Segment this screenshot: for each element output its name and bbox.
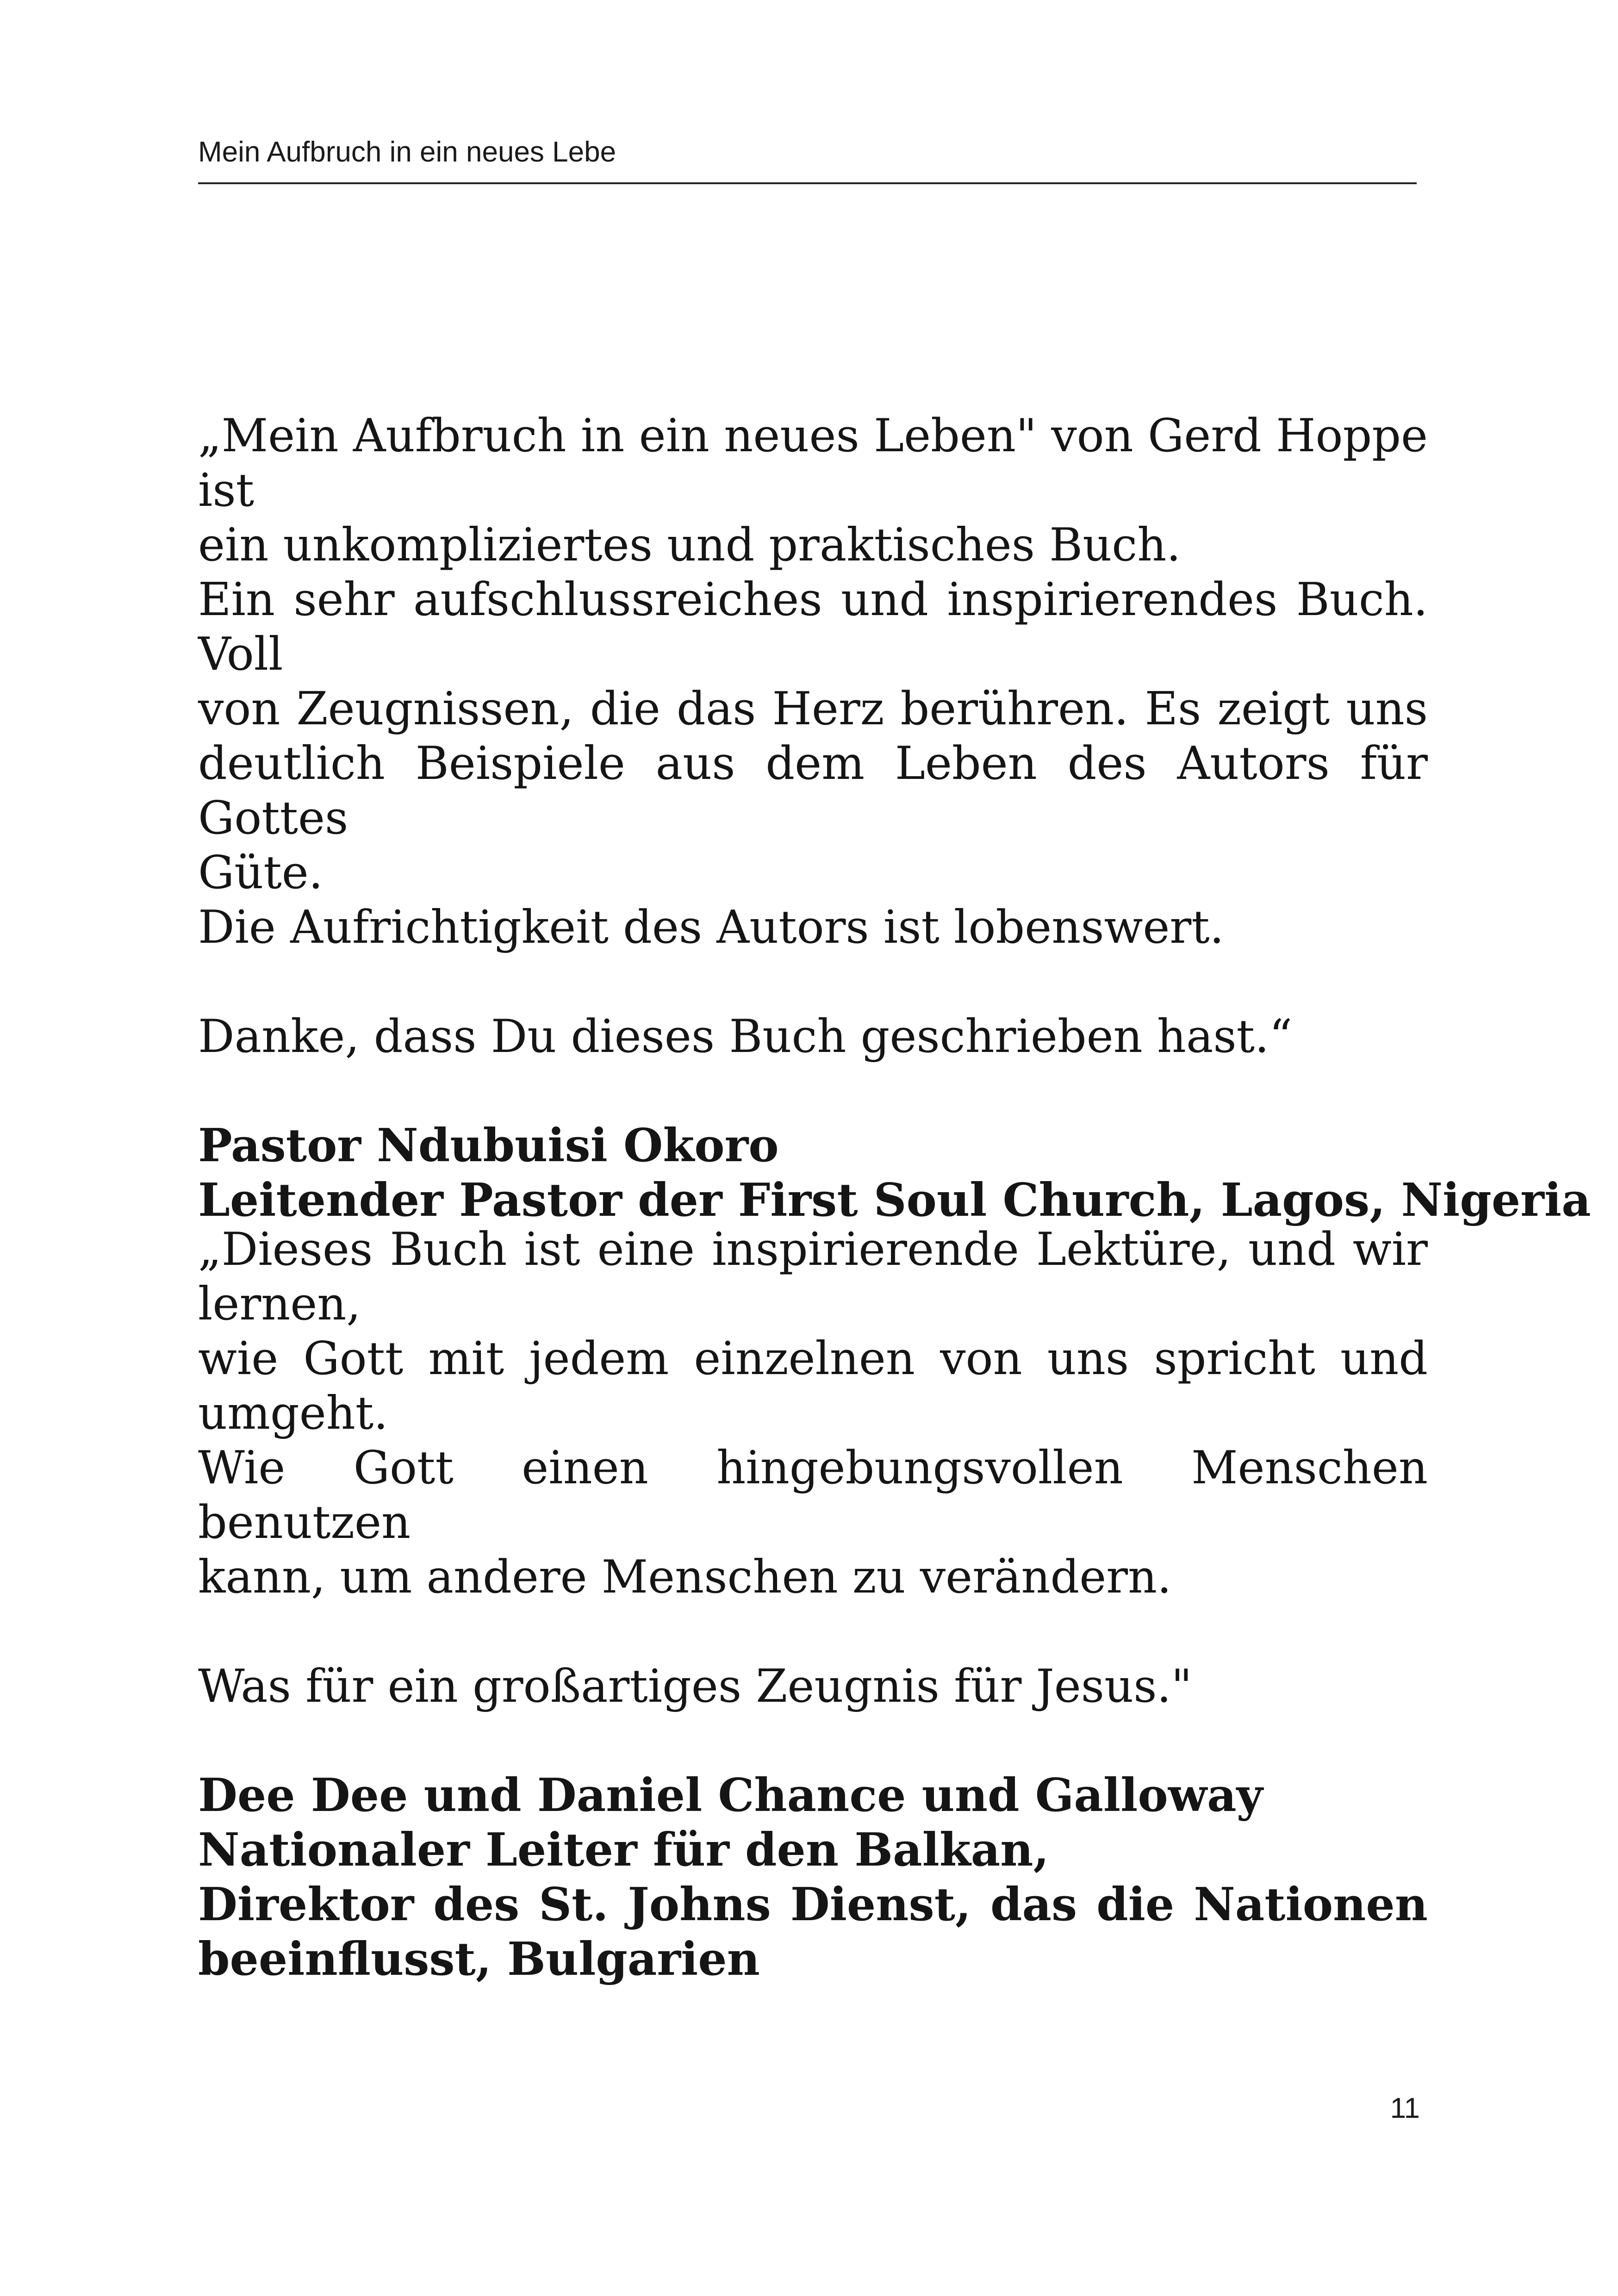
testimonial-2 [198,1222,1428,1987]
quote-line: kann, um andere Menschen zu verändern. [198,1551,1172,1604]
quote-line: wie Gott mit jedem einzelnen von uns spricht und umgeht. [198,1332,1428,1440]
testimonial-2-closing: Was für ein großartiges Zeugnis für Jesus." [198,1660,1192,1713]
quote-line: deutlich Beispiele aus dem Leben des Autors für Gottes [198,737,1428,845]
quote-line: „Dieses Buch ist eine inspirierende Lektüre, und wir lernen, [198,1223,1428,1331]
testimonial-1-closing: Danke, dass Du dieses Buch geschrieben hast.“ [198,1010,1293,1063]
quote-line: von Zeugnissen, die das Herz berühren. Es zeigt uns [198,683,1428,735]
header-divider [198,182,1417,184]
testimonial-1-quote [198,409,1428,955]
quote-line: ein unkompliziertes und praktisches Buch. [198,519,1181,572]
testimonial-2-quote [198,1222,1428,1605]
quote-line: Wie Gott einen hingebungsvollen Menschen benutzen [198,1442,1428,1549]
quote-line: „Mein Aufbruch in ein neues Leben" von Gerd Hoppe ist [198,410,1428,517]
testimonial-1 [198,409,1591,1228]
quote-line: Ein sehr aufschlussreiches und inspirierendes Buch. Voll [198,573,1428,681]
page-number: 11 [1390,2092,1420,2124]
testimonial-2-author-role: Direktor des St. Johns Dienst, das die Nationen [198,1878,1428,1931]
quote-line: Die Aufrichtigkeit des Autors ist lobenswert. [198,901,1224,954]
quote-line: Güte. [198,846,323,899]
testimonial-2-author-name: Dee Dee und Daniel Chance und Galloway [198,1769,1263,1822]
testimonial-2-author-role: Nationaler Leiter für den Balkan, [198,1823,1049,1877]
testimonial-2-author-role: beeinflusst, Bulgarien [198,1933,760,1986]
running-header: Mein Aufbruch in ein neues Lebe [198,136,616,168]
testimonial-1-author-role: Leitender Pastor der First Soul Church, Lagos, Nigeria [198,1174,1591,1227]
testimonial-1-author-name: Pastor Ndubuisi Okoro [198,1119,779,1172]
